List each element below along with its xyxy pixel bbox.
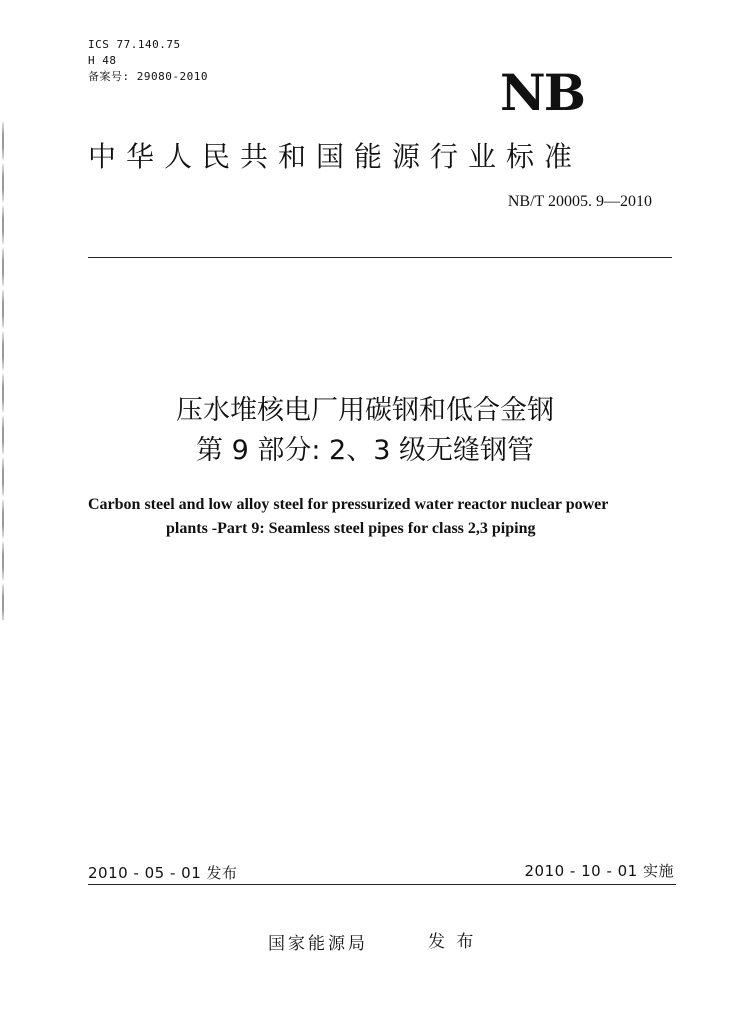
title-en-line-2: plants -Part 9: Seamless steel pipes for class 2,3 piping [166,520,536,537]
ics-code: ICS 77.140.75 [88,38,181,51]
issue-date: 2010 - 05 - 01 发布 [88,864,238,882]
header-divider [88,257,672,258]
classification-code: H 48 [88,54,117,67]
footer-divider [88,884,676,885]
title-cn-line-2: 第 9 部分: 2、3 级无缝钢管 [196,435,534,466]
publish-label: 发 布 [428,932,477,952]
title-cn-line-1: 压水堆核电厂用碳钢和低合金钢 [176,395,554,426]
standard-number: NB/T 20005. 9—2010 [507,193,652,210]
filing-number: 备案号: 29080-2010 [88,70,208,83]
nb-logo: NB [500,63,584,122]
scan-margin-marks [2,120,4,620]
implementation-date: 2010 - 10 - 01 实施 [524,862,674,880]
title-en-line-1: Carbon steel and low alloy steel for pressurized water reactor nuclear power [88,496,609,513]
standard-meta [88,37,208,85]
organization-title: 中华人民共和国能源行业标准 [88,140,583,173]
publisher-name: 国家能源局 [268,934,368,954]
